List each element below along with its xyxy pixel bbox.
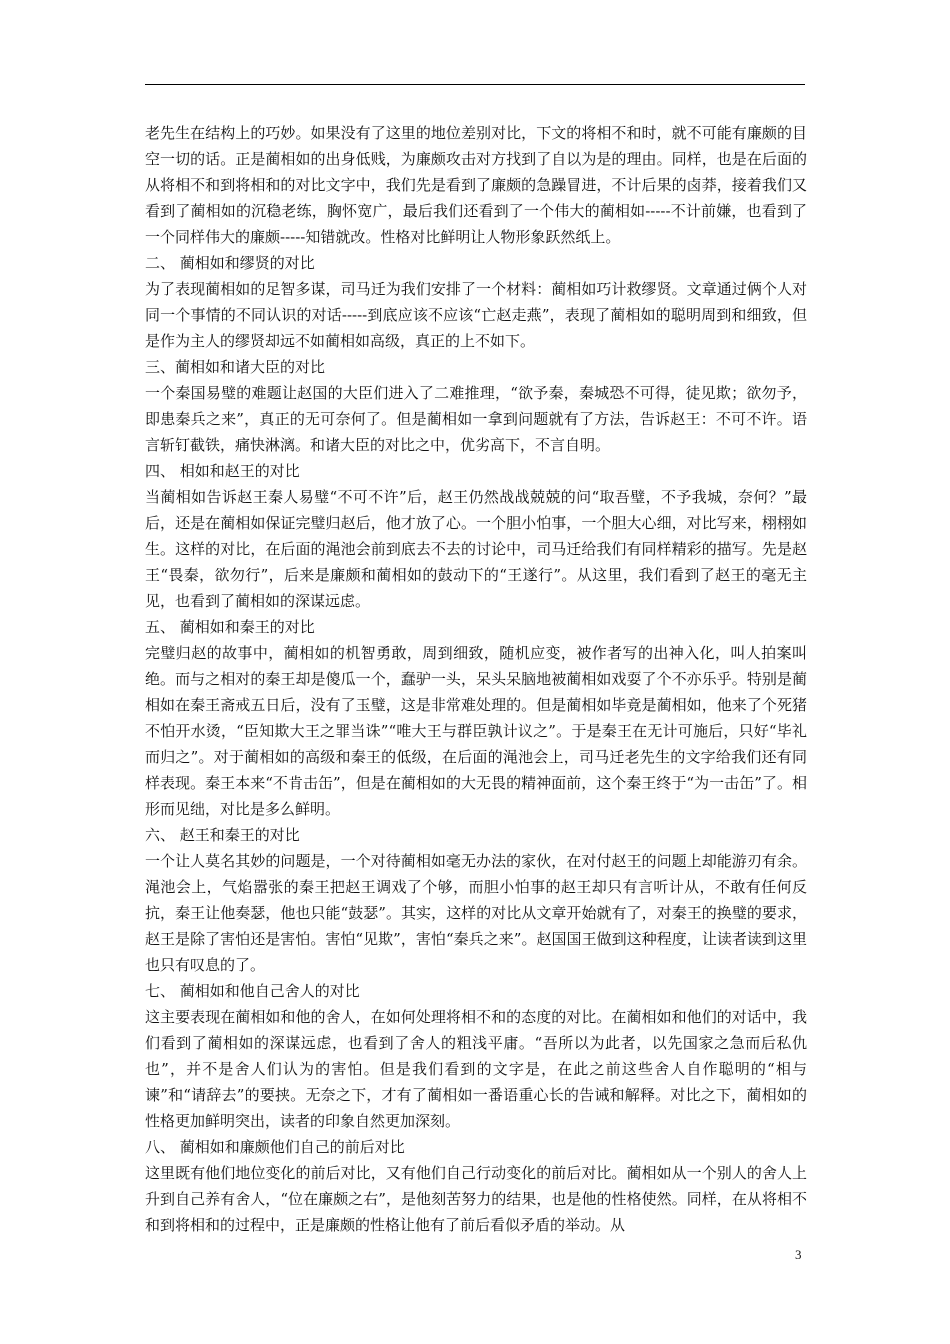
section-heading-4: 四、 相如和赵王的对比 [145,462,300,480]
section-heading-5: 五、 蔺相如和秦王的对比 [145,618,315,636]
section-heading-3: 三、蔺相如和诸大臣的对比 [145,358,326,376]
document-body [145,120,807,1238]
paragraph-section-5: 完璧归赵的故事中，蔺相如的机智勇敢，周到细致，随机应变，被作者写的出神入化，叫人拍案叫绝。而与之相对的秦王却是傻瓜一个，蠢驴一头，呆头呆脑地被蔺相如戏耍了个不亦乐乎。特别是蔺相如在秦王斋戒五日后，没有了玉璧，这是非常难处理的。但是蔺相如毕竟是蔺相如，他来了个死猪不怕开水烫，“臣知欺大王之罪当诛”“唯大王与群臣孰计议之”。于是秦王在无计可施后，只好“毕礼而归之”。对于蔺相如的高级和秦王的低级，在后面的渑池会上，司马迁老先生的文字给我们还有同样表现。秦王本来“不肯击缶”，但是在蔺相如的大无畏的精神面前，这个秦王终于“为一击缶”了。相形而见绌，对比是多么鲜明。 [145,644,807,818]
paragraph-section-2: 为了表现蔺相如的足智多谋，司马迁为我们安排了一个材料：蔺相如巧计救缪贤。文章通过俩个人对同一个事情的不同认识的对话-----到底应该不应该“亡赵走燕”，表现了蔺相如的聪明周到和细致，但是作为主人的缪贤却远不如蔺相如高级，真正的上不如下。 [145,280,807,350]
section-heading-6: 六、 赵王和秦王的对比 [145,826,300,844]
paragraph-section-8: 这里既有他们地位变化的前后对比，又有他们自己行动变化的前后对比。蔺相如从一个别人的舍人上升到自己养有舍人，“位在廉颇之右”，是他刻苦努力的结果，也是他的性格使然。同样，在从将相不和到将相和的过程中，正是廉颇的性格让他有了前后看似矛盾的举动。从 [145,1164,807,1234]
section-heading-7: 七、 蔺相如和他自己舍人的对比 [145,982,360,1000]
paragraph-section-4: 当蔺相如告诉赵王秦人易璧“不可不许”后，赵王仍然战战兢兢的问“取吾璧，不予我城，奈何？”最后，还是在蔺相如保证完璧归赵后，他才放了心。一个胆小怕事，一个胆大心细，对比写来，栩栩如生。这样的对比，在后面的渑池会前到底去不去的讨论中，司马迁给我们有同样精彩的描写。先是赵王“畏秦，欲勿行”，后来是廉颇和蔺相如的鼓动下的“王遂行”。从这里，我们看到了赵王的毫无主见，也看到了蔺相如的深谋远虑。 [145,488,807,610]
section-heading-8: 八、 蔺相如和廉颇他们自己的前后对比 [145,1138,405,1156]
paragraph-section-3: 一个秦国易璧的难题让赵国的大臣们进入了二难推理，“欲予秦，秦城恐不可得，徒见欺；欲勿予，即患秦兵之来”，真正的无可奈何了。但是蔺相如一拿到问题就有了方法，告诉赵王：不可不许。语言斩钉截铁，痛快淋漓。和诸大臣的对比之中，优劣高下，不言自明。 [145,384,807,454]
header-rule [145,84,805,85]
paragraph-section-6: 一个让人莫名其妙的问题是，一个对待蔺相如毫无办法的家伙，在对付赵王的问题上却能游刃有余。渑池会上，气焰嚣张的秦王把赵王调戏了个够，而胆小怕事的赵王却只有言听计从，不敢有任何反抗，秦王让他奏瑟，他也只能“鼓瑟”。其实，这样的对比从文章开始就有了，对秦王的换璧的要求，赵王是除了害怕还是害怕。害怕“见欺”，害怕“秦兵之来”。赵国国王做到这种程度，让读者读到这里也只有叹息的了。 [145,852,807,974]
paragraph-intro: 老先生在结构上的巧妙。如果没有了这里的地位差别对比，下文的将相不和时，就不可能有廉颇的目空一切的话。正是蔺相如的出身低贱，为廉颇攻击对方找到了自以为是的理由。同样，也是在后面的从将相不和到将相和的对比文字中，我们先是看到了廉颇的急躁冒进，不计后果的卤莽，接着我们又看到了蔺相如的沉稳老练，胸怀宽广，最后我们还看到了一个伟大的蔺相如-----不计前嫌，也看到了一个同样伟大的廉颇-----知错就改。性格对比鲜明让人物形象跃然纸上。 [145,124,807,246]
page-number: 3 [795,1247,802,1262]
section-heading-2: 二、 蔺相如和缪贤的对比 [145,254,315,272]
paragraph-section-7: 这主要表现在蔺相如和他的舍人，在如何处理将相不和的态度的对比。在蔺相如和他们的对话中，我们看到了蔺相如的深谋远虑，也看到了舍人的粗浅平庸。“吾所以为此者，以先国家之急而后私仇也”，并不是舍人们认为的害怕。但是我们看到的文字是，在此之前这些舍人自作聪明的“相与谏”和“请辞去”的要挟。无奈之下，才有了蔺相如一番语重心长的告诫和解释。对比之下，蔺相如的性格更加鲜明突出，读者的印象自然更加深刻。 [145,1008,807,1130]
